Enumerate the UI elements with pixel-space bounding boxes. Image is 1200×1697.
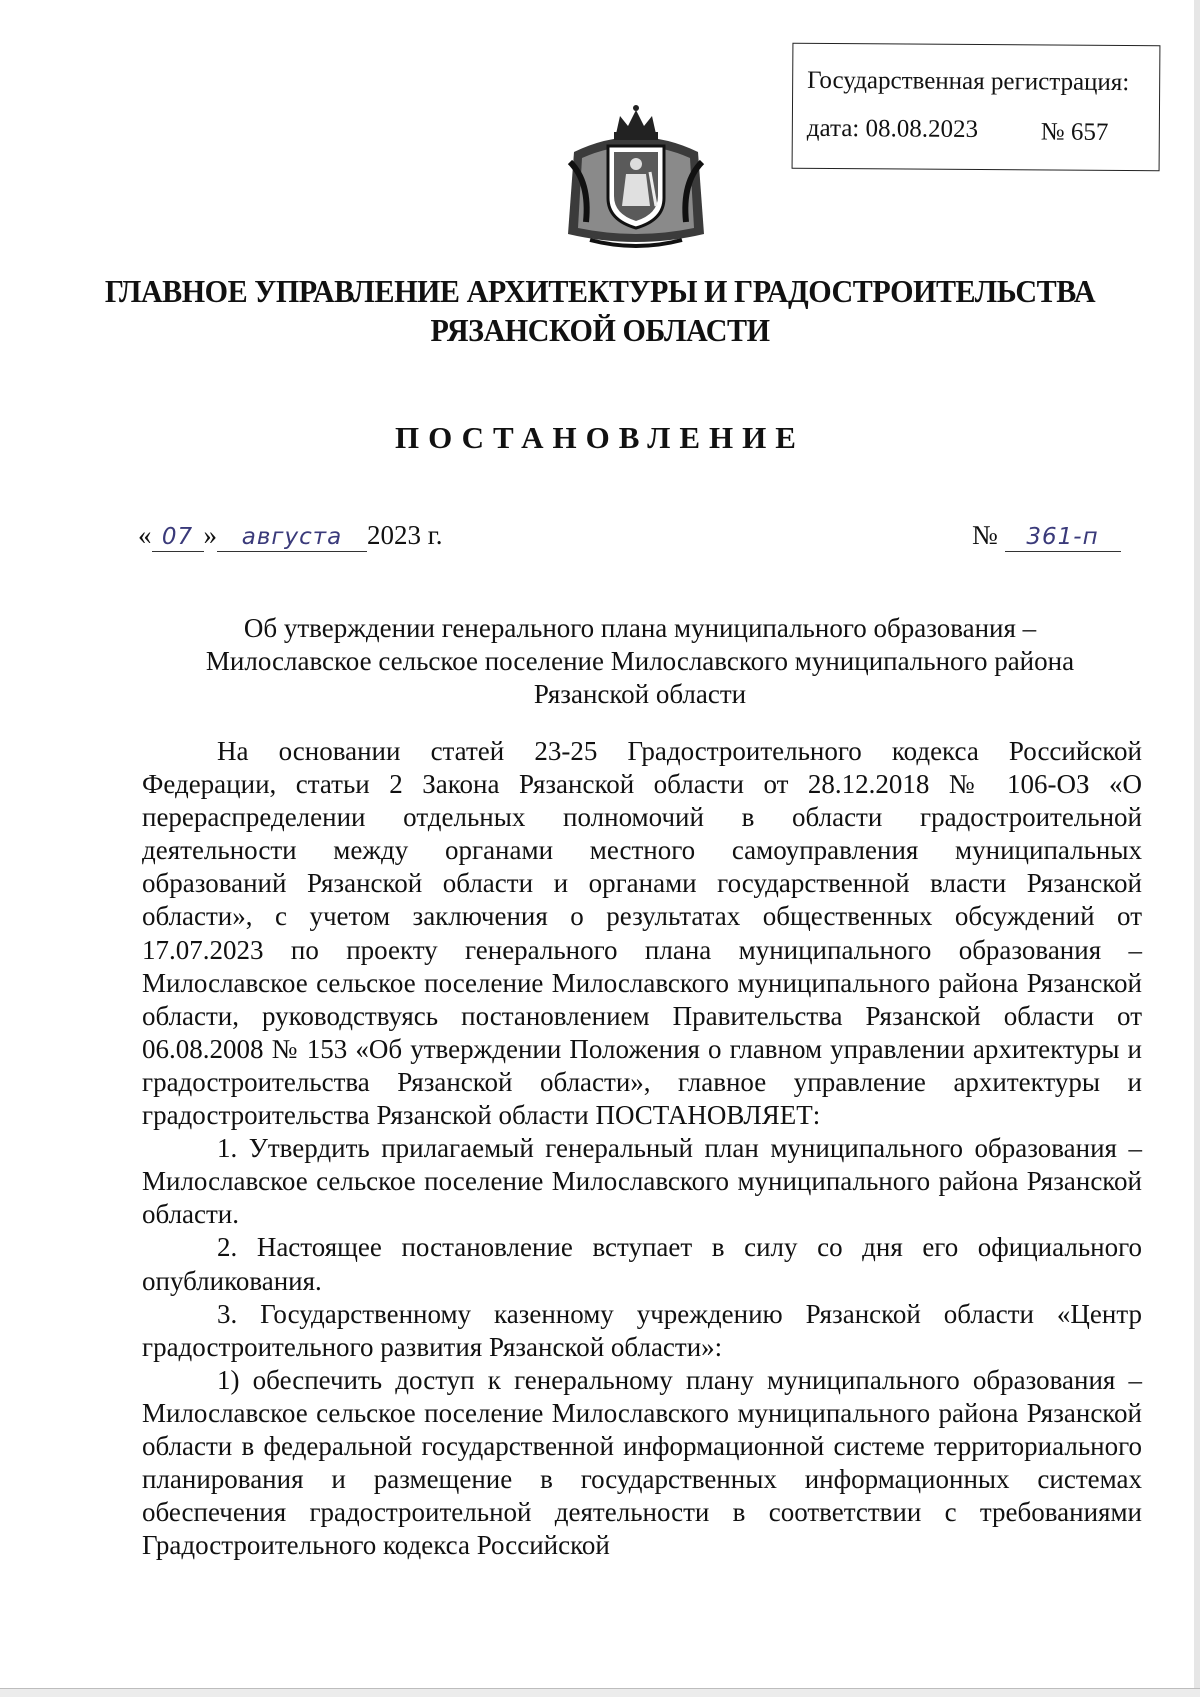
- date-close-quote: »: [203, 520, 217, 550]
- document-type: ПОСТАНОВЛЕНИЕ: [395, 420, 805, 455]
- document-subject: [150, 612, 1130, 711]
- paragraph-item-3: 3. Государственному казенному учреждению Рязанской области «Центр градостроительного развития Рязанской области»:: [142, 1298, 1142, 1362]
- subject-line-2: Милославское сельское поселение Милославского муниципального района: [205, 646, 1075, 676]
- date-open-quote: «: [138, 520, 152, 550]
- subject-line-1: Об утверждении генерального плана муниципального образования –: [243, 613, 1037, 643]
- registration-number: № 657: [1040, 118, 1109, 146]
- document-number: [972, 520, 1121, 552]
- paragraph-item-1: 1. Утвердить прилагаемый генеральный план муниципального образования – Милославское сельское поселение Милославского муниципального района Рязанской области.: [142, 1133, 1142, 1230]
- date-year: 2023 г.: [367, 520, 443, 550]
- paragraph-subitem-1: 1) обеспечить доступ к генеральному плану муниципального образования – Милославское сельское поселение Милославского муниципального района Рязанской области в федеральной государственной информационной системе территориального планирования и размещение в государственных информационных системах обеспечения градостроительной деятельности в соответствии с требованиями Градостроительного кодекса Российской: [142, 1364, 1142, 1561]
- scan-edge-bottom: [0, 1688, 1200, 1697]
- registration-stamp: [792, 43, 1161, 172]
- header-line-1: ГЛАВНОЕ УПРАВЛЕНИЕ АРХИТЕКТУРЫ И ГРАДОСТРОИТЕЛЬСТВА: [104, 273, 1096, 309]
- date-month: августа: [217, 523, 367, 552]
- number-value: 361-п: [1005, 523, 1121, 552]
- date-day: 07: [152, 523, 204, 552]
- ryazan-coat-of-arms-icon: [560, 102, 712, 254]
- number-label: №: [972, 520, 998, 550]
- subject-line-3: Рязанской области: [533, 679, 747, 709]
- registration-date: дата: 08.08.2023: [806, 114, 979, 144]
- document-body: [142, 735, 1142, 1562]
- paragraph-preamble: На основании статей 23-25 Градостроительного кодекса Российской Федерации, статьи 2 Закона Рязанской области от 28.12.2018 № 106-ОЗ «О перераспределении отдельных полномочий в области градостроительной деятельности между органами местного самоуправления муниципальных образований Рязанской области и органами государственной власти Рязанской области», с учетом заключения о результатах общественных обсуждений от 17.07.2023 по проекту генерального плана муниципального образования – Милославское сельское поселение Милославского муниципального района Рязанской области, руководствуясь постановлением Правительства Рязанской области от 06.08.2008 № 153 «Об утверждении Положения о главном управлении архитектуры и градостроительства Рязанской области», главное управление архитектуры и градостроительства Рязанской области ПОСТАНОВЛЯЕТ:: [142, 736, 1142, 1131]
- paragraph-item-2: 2. Настоящее постановление вступает в силу со дня его официального опубликования.: [142, 1232, 1142, 1296]
- document-date: [138, 520, 443, 552]
- scan-edge-right: [1194, 0, 1200, 1697]
- header-line-2: РЯЗАНСКОЙ ОБЛАСТИ: [430, 312, 770, 348]
- registration-title: Государственная регистрация:: [807, 66, 1130, 97]
